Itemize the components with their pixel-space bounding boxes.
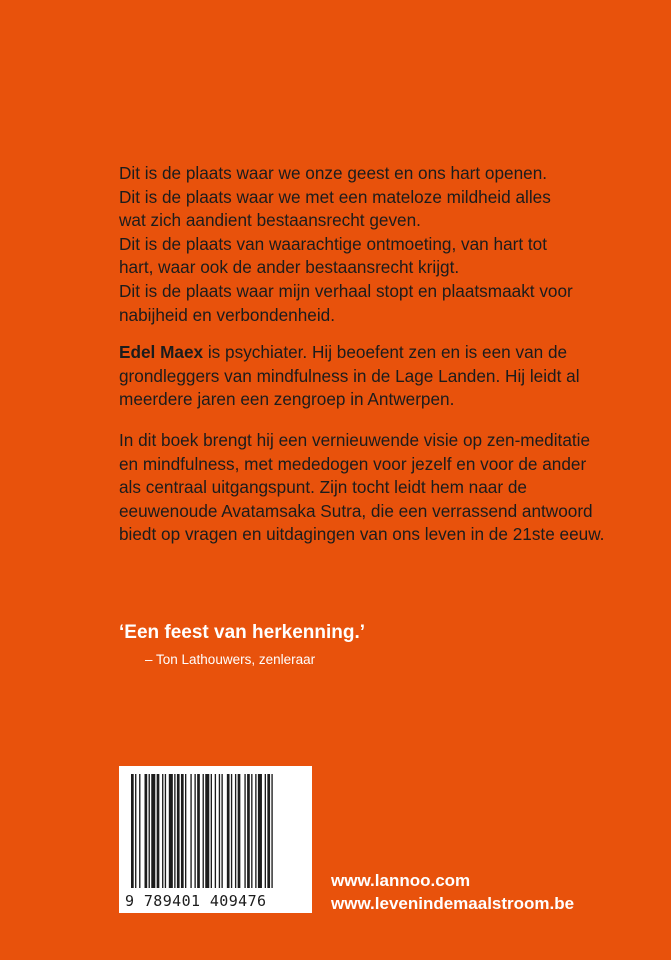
- barcode-bar: [177, 774, 180, 888]
- barcode-bar: [165, 774, 166, 888]
- book-description: In dit boek brengt hij een vernieuwende visie op zen-meditatie en mindfulness, met mededogen voor jezelf en voor de ander als centraal uitgangspunt. Zijn tocht leidt hem naar de eeuwenoude Avatamsaka Sutra, die een verrassend antwoord biedt op vragen en uitdagingen van ons leven in de 21ste eeuw.: [119, 430, 605, 545]
- intro-line: hart, waar ook de ander bestaansrecht krijgt.: [119, 257, 460, 278]
- barcode-bar: [255, 774, 256, 888]
- barcode-bar: [190, 774, 191, 888]
- barcode-bar: [139, 774, 140, 888]
- barcode-bar: [169, 774, 173, 888]
- barcode-bar: [258, 774, 262, 888]
- isbn-number: 9 789401 409476: [125, 892, 267, 910]
- barcode-bar: [238, 774, 241, 888]
- barcode-bar: [215, 774, 216, 888]
- barcode-bar: [162, 774, 163, 888]
- barcode-bar: [149, 774, 150, 888]
- author-bio-text: is psychiater. Hij beoefent zen en is een van de grondleggers van mindfulness in de Lage Landen. Hij leidt al meerdere jaren een zengroep in Antwerpen.: [119, 342, 580, 410]
- intro-line: Dit is de plaats waar we onze geest en ons hart openen.: [119, 163, 548, 183]
- book-url[interactable]: www.levenindemaalstroom.be: [331, 894, 575, 913]
- isbn-barcode: [119, 766, 312, 913]
- barcode-bar: [174, 774, 175, 888]
- author-name: Edel Maex: [119, 342, 204, 362]
- barcode-bar: [211, 774, 212, 888]
- barcode-bar: [185, 774, 186, 888]
- intro-line: Dit is de plaats waar mijn verhaal stopt en plaatsmaakt voor: [119, 280, 573, 301]
- barcode-bar: [131, 774, 134, 888]
- barcode-bar: [271, 774, 272, 888]
- barcode-bar: [265, 774, 266, 888]
- barcode-bars: [119, 766, 312, 913]
- barcode-bar: [231, 774, 232, 888]
- barcode-bar: [205, 774, 209, 888]
- barcode-bar: [221, 774, 222, 888]
- barcode-bar: [151, 774, 155, 888]
- barcode-bar: [227, 774, 230, 888]
- barcode-bar: [251, 774, 252, 888]
- barcode-bar: [197, 774, 200, 888]
- barcode-bar: [267, 774, 270, 888]
- barcode-bar: [203, 774, 204, 888]
- barcode-bar: [135, 774, 136, 888]
- barcode-bar: [145, 774, 148, 888]
- barcode-bar: [219, 774, 220, 888]
- publisher-url[interactable]: www.lannoo.com: [331, 871, 471, 890]
- barcode-bar: [181, 774, 184, 888]
- barcode-bar: [247, 774, 250, 888]
- author-bio: [119, 341, 609, 412]
- intro-line: Dit is de plaats waar we met een mateloze mildheid alles: [119, 186, 551, 207]
- barcode-bar: [235, 774, 236, 888]
- review-quote: ‘Een feest van herkenning.’: [119, 622, 366, 643]
- website-links: [331, 869, 574, 915]
- intro-line: Dit is de plaats van waarachtige ontmoeting, van hart tot: [119, 233, 548, 254]
- intro-line: nabijheid en verbondenheid.: [119, 304, 335, 325]
- barcode-bar: [194, 774, 195, 888]
- barcode-bar: [157, 774, 160, 888]
- intro-line: wat zich aandient bestaansrecht geven.: [119, 210, 421, 231]
- intro-text: [119, 162, 609, 327]
- quote-attribution: – Ton Lathouwers, zenleraar: [145, 652, 316, 667]
- barcode-bar: [244, 774, 245, 888]
